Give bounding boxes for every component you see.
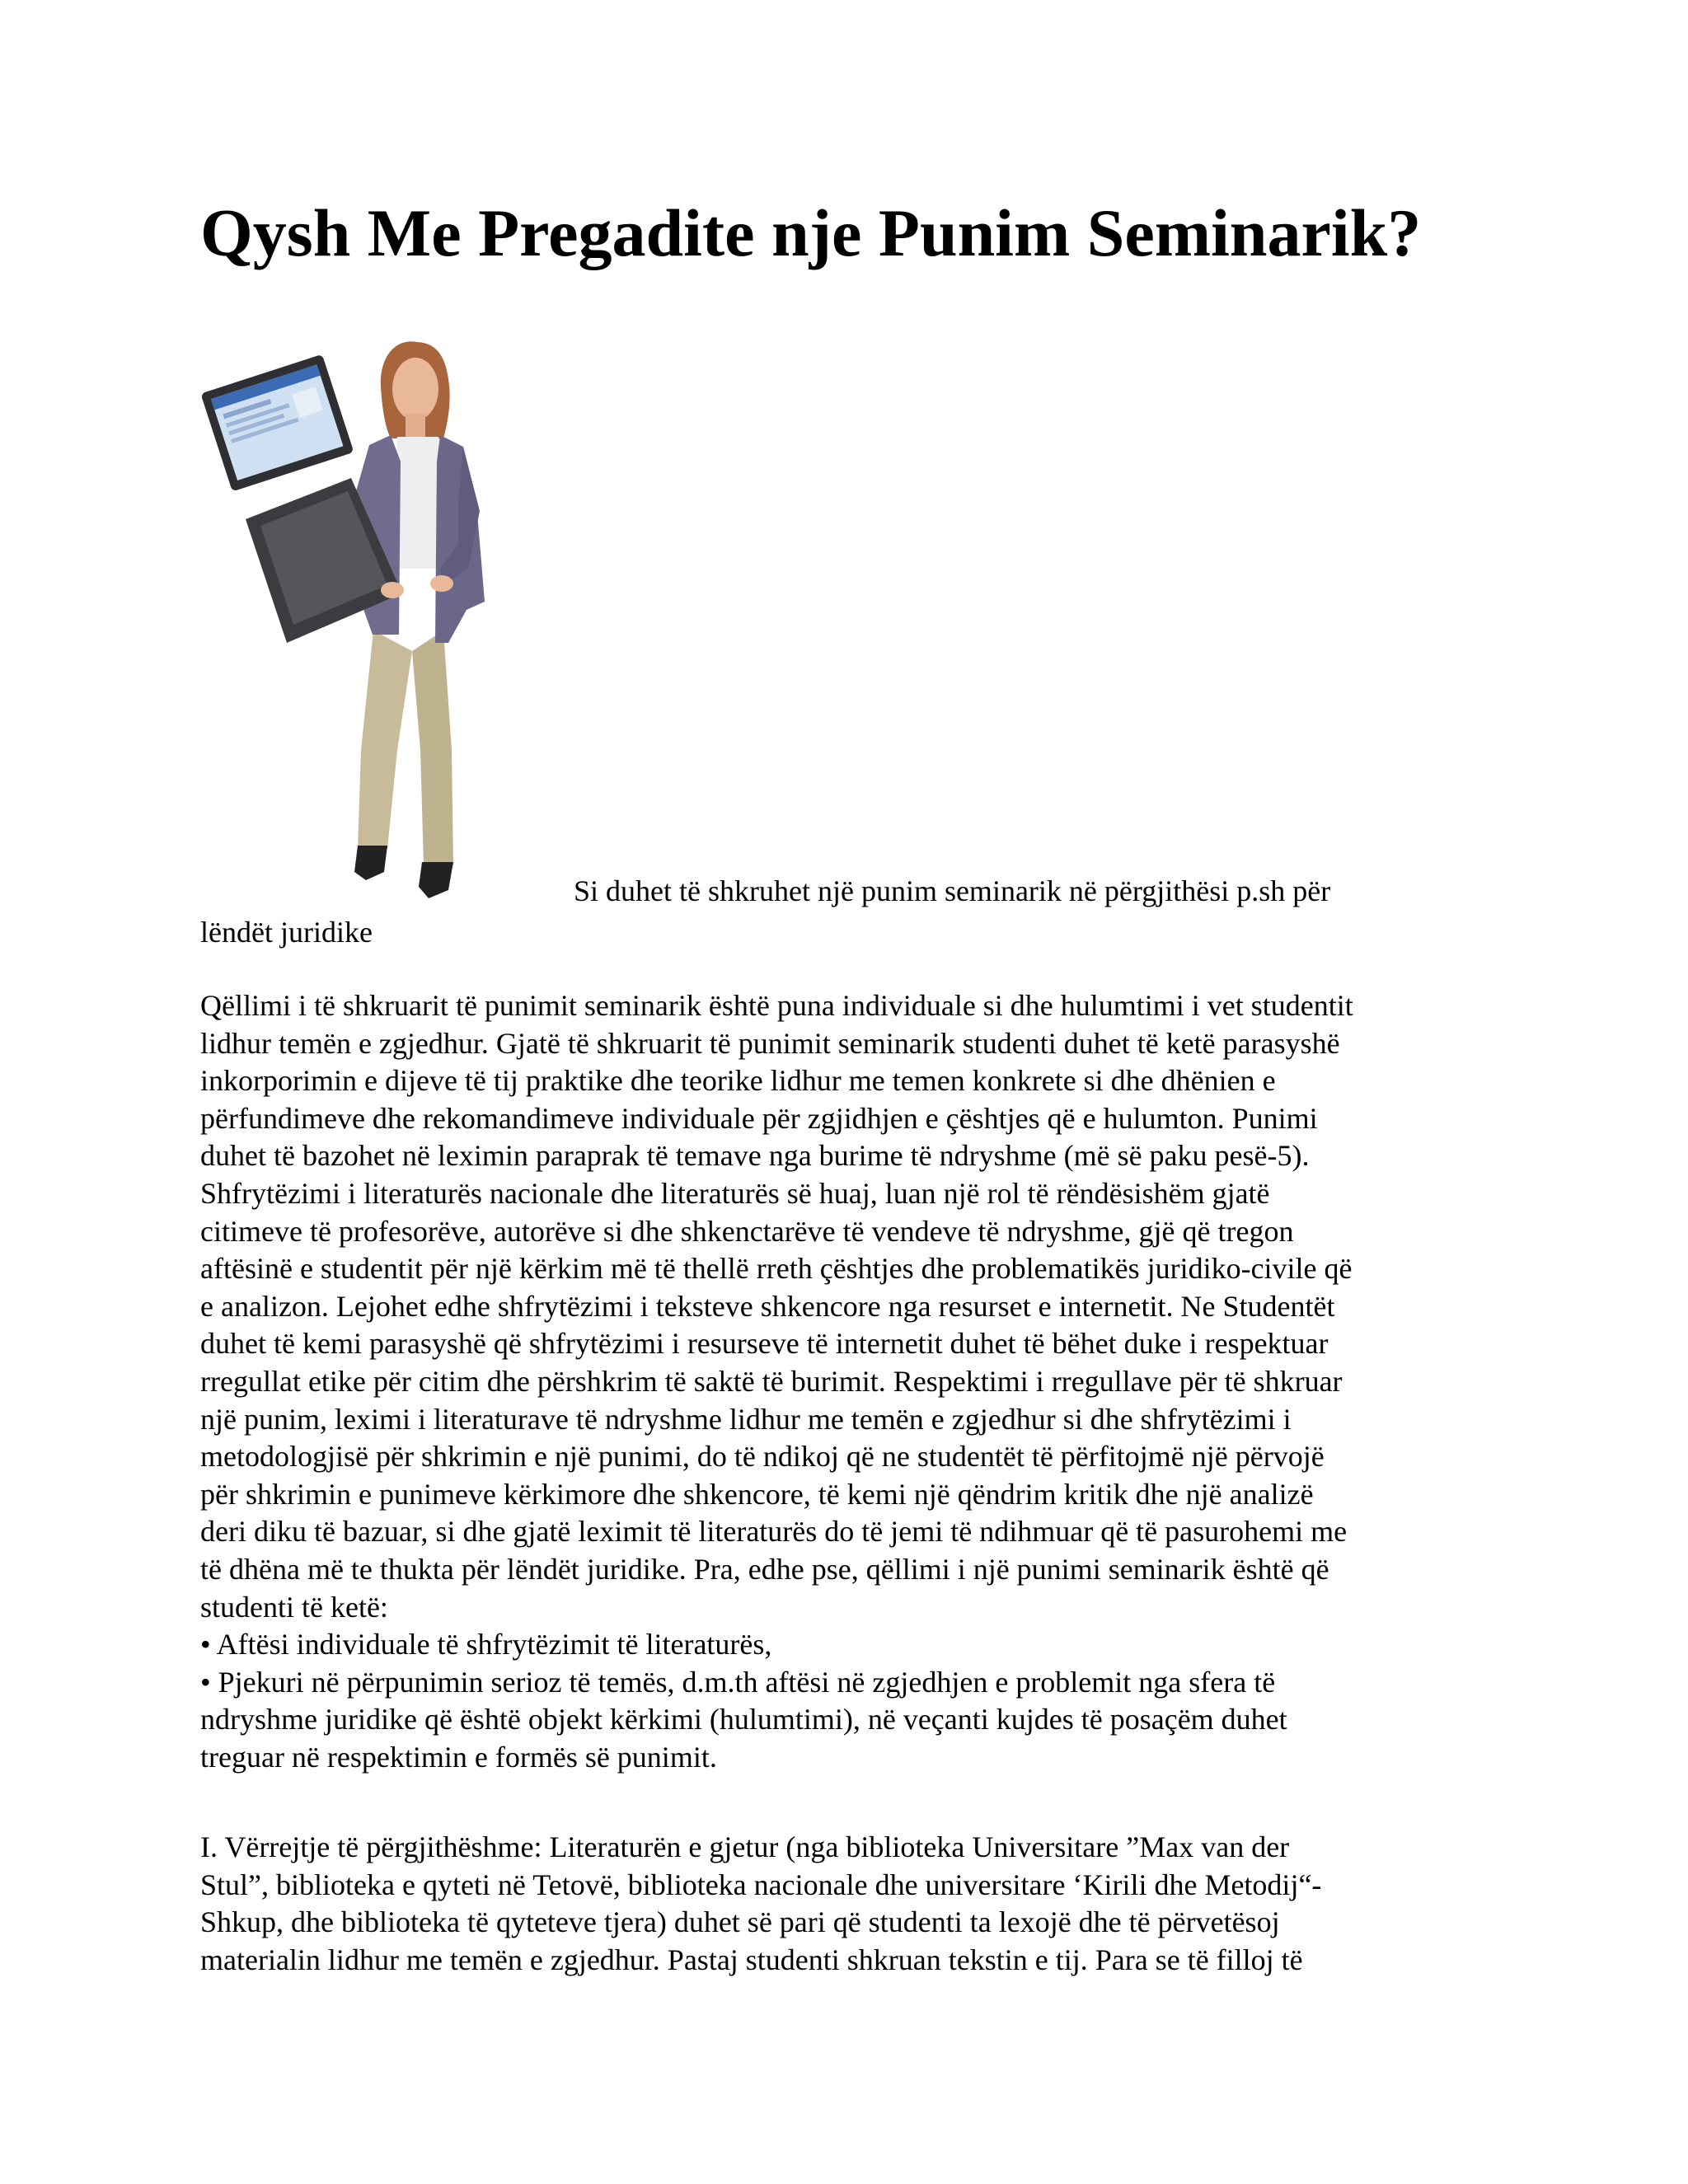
text-line: I. Vërrejtje të përgjithëshme: Literaturën e gjetur (nga biblioteka Universitare ”Max van der xyxy=(200,1830,1290,1863)
text-line: Stul”, biblioteka e qyteti në Tetovë, biblioteka nacionale dhe universitare ‘Kirili dhe Metodij“- xyxy=(200,1868,1322,1901)
text-line: duhet të kemi parasyshë që shfrytëzimi i resurseve të internetit duhet të bëhet duke i respektuar xyxy=(200,1327,1329,1361)
bullet-item: • Pjekuri në përpunimin serioz të temës, d.m.th aftësi në zgjedhjen e problemit nga sfera të xyxy=(200,1665,1276,1699)
text-line: Shkup, dhe biblioteka të qyteteve tjera) duhet së pari që studenti ta lexojë dhe të përvetësoj xyxy=(200,1905,1280,1939)
caption-line: Si duhet të shkruhet një punim seminarik në përgjithësi p.sh për xyxy=(574,874,1331,907)
text-line: treguar në respektimin e formës së punimit. xyxy=(200,1740,717,1774)
text-line: materialin lidhur me temën e zgjedhur. Pastaj studenti shkruan tekstin e tij. Para se të filloj të xyxy=(200,1943,1303,1976)
text-line: deri diku të bazuar, si dhe gjatë leximit të literaturës do të jemi të ndihmuar që të pasurohemi me xyxy=(200,1515,1348,1549)
bullet-item: • Aftësi individuale të shfrytëzimit të literaturës, xyxy=(200,1628,772,1661)
caption-line: lëndët juridike xyxy=(200,916,373,949)
text-line: citimeve të profesorëve, autorëve si dhe shkenctarëve të vendeve të ndryshme, gjë që tregon xyxy=(200,1214,1294,1248)
text-line: inkorporimin e dijeve të tij praktike dhe teorike lidhur me temen konkrete si dhe dhënien e xyxy=(200,1064,1276,1098)
text-line: duhet të bazohet në leximin paraprak të temave nga burime të ndryshme (më së paku pesë-5). xyxy=(200,1139,1310,1173)
text-line: metodologjisë për shkrimin e një punimi, do të ndikoj që ne studentët të përfitojmë një përvojë xyxy=(200,1440,1325,1474)
text-line: studenti të ketë: xyxy=(200,1590,388,1624)
text-line: lidhur temën e zgjedhur. Gjatë të shkruarit të punimit seminarik studenti duhet të ketë parasyshë xyxy=(200,1026,1340,1060)
body-paragraph-general-remarks xyxy=(200,1829,1486,1979)
text-line: aftësinë e studentit për një kërkim më të thellë rreth çështjes dhe problematikës juridiko-civile që xyxy=(200,1252,1353,1286)
text-line: e analizon. Lejohet edhe shfrytëzimi i teksteve shkencore nga resurset e internetit. Ne Studentët xyxy=(200,1289,1335,1323)
page-title: Qysh Me Pregadite nje Punim Seminarik? xyxy=(200,195,1422,270)
text-line: rregullat etike për citim dhe përshkrim të saktë të burimit. Respektimi i rregullave për të shkruar xyxy=(200,1364,1343,1398)
text-line: të dhëna më te thukta për lëndët juridike. Pra, edhe pse, qëllimi i një punimi seminarik është që xyxy=(200,1552,1329,1586)
text-line: përfundimeve dhe rekomandimeve individuale për zgjidhjen e çështjes që e hulumton. Punimi xyxy=(200,1101,1318,1135)
text-line: Shfrytëzimi i literaturës nacionale dhe literaturës së huaj, luan një rol të rëndësishëm gjatë xyxy=(200,1176,1270,1210)
woman-holding-laptop-photo xyxy=(196,321,575,915)
text-line: një punim, leximi i literaturave të ndryshme lidhur me temën e zgjedhur si dhe shfrytëzimi i xyxy=(200,1402,1292,1436)
text-line: Qëllimi i të shkruarit të punimit seminarik është puna individuale si dhe hulumtimi i vet studentit xyxy=(200,989,1353,1022)
body-paragraph-intro xyxy=(200,987,1486,1776)
text-line: ndryshme juridike që është objekt kërkimi (hulumtimi), në veçanti kujdes të posaçëm duhet xyxy=(200,1703,1287,1736)
text-line: për shkrimin e punimeve kërkimore dhe shkencore, të kemi një qëndrim kritik dhe një analizë xyxy=(200,1477,1314,1511)
